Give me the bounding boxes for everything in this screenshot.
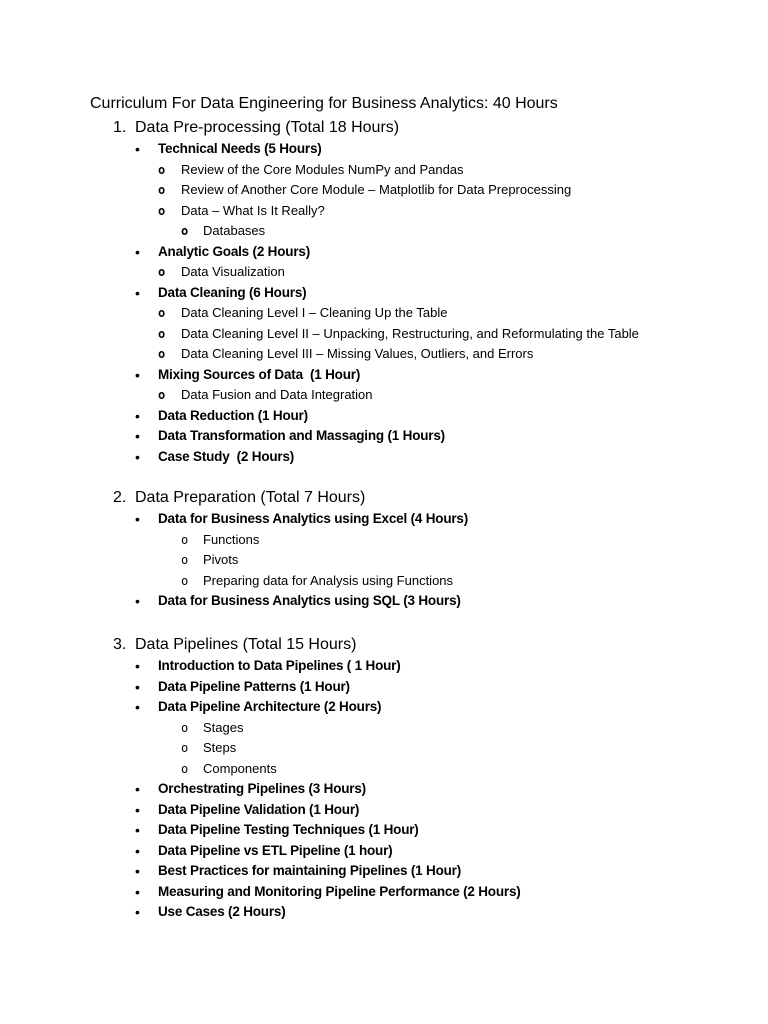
bullet-icon: • [135,863,140,879]
topic-label: Data Pipeline Testing Techniques (1 Hour) [158,822,419,837]
subtopic-label: Preparing data for Analysis using Functions [203,572,454,588]
sub-bullet-icon: o [181,761,189,776]
list-item [0,509,768,530]
bullet-icon: • [135,511,140,527]
topic-label: Orchestrating Pipelines (3 Hours) [158,781,366,796]
list-item [0,242,768,263]
topic-label: Data Cleaning (6 Hours) [158,284,307,300]
section-number: 2. [113,489,127,506]
topic-label: Data Reduction (1 Hour) [158,407,308,423]
sub-bullet-icon: o [158,162,166,177]
document-title: Curriculum For Data Engineering for Business Analytics: 40 Hours [90,95,558,112]
topic-label: Data Pipeline Patterns (1 Hour) [158,678,350,694]
bullet-icon: • [135,658,140,674]
topic-label: Analytic Goals (2 Hours) [158,243,310,259]
sub-list-item [0,262,768,283]
section-title: Data Preparation (Total 7 Hours) [135,489,366,506]
list-item [0,902,768,923]
sub-list-item [0,759,768,780]
sub-list-item [0,385,768,406]
subtopic-label: Data Cleaning Level III – Missing Values, Outliers, and Errors [181,346,534,361]
topic-label: Mixing Sources of Data (1 Hour) [158,366,361,382]
section-title: Data Pipelines (Total 15 Hours) [135,636,357,653]
subtopic-label: Data Cleaning Level II – Unpacking, Restructuring, and Reformulating the Table [181,325,639,341]
bullet-icon: • [135,699,140,715]
bullet-icon: • [135,801,140,818]
bullet-icon: • [135,366,140,383]
sub-bullet-icon: o [158,347,166,361]
topic-label: Case Study (2 Hours) [158,448,295,464]
section-title: Data Pre-processing (Total 18 Hours) [135,119,400,136]
bullet-icon: • [135,407,140,424]
subtopic-label: Data Visualization [181,264,285,279]
bullet-icon: • [135,284,140,301]
sub-list-item [0,738,768,759]
list-item [0,656,768,677]
subtopic-label: Functions [203,531,260,547]
topic-label: Measuring and Monitoring Pipeline Performance (2 Hours) [158,883,521,899]
subtopic-label: Review of the Core Modules NumPy and Pandas [181,161,464,177]
topic-label: Use Cases (2 Hours) [158,904,286,919]
sub-bullet-icon: o [158,203,166,218]
section-data-preprocessing [0,117,768,467]
sub-bullet-icon: o [181,553,189,567]
topic-label: Data Transformation and Massaging (1 Hours) [158,428,445,443]
sub-bullet-icon: o [158,183,166,197]
bullet-icon: • [135,678,140,695]
sub-bullet-icon: o [158,306,166,320]
subtopic-label: Pivots [203,552,239,567]
list-item [0,882,768,903]
subtopic-label: Steps [203,740,237,755]
sub-bullet-icon: o [158,265,166,279]
subtopic-label: Stages [203,719,244,735]
bullet-icon: • [135,781,140,797]
topic-label: Introduction to Data Pipelines ( 1 Hour) [158,658,401,673]
bullet-icon: • [135,428,140,444]
section-heading [0,117,768,139]
sub-bullet-icon: o [181,720,189,735]
topic-label: Best Practices for maintaining Pipelines (1 Hour) [158,863,462,878]
list-item [0,841,768,862]
sub-list-item [0,344,768,365]
list-item [0,283,768,304]
bullet-icon: • [135,243,140,260]
section-data-preparation [0,487,768,612]
subtopic-label: Components [203,760,277,776]
bullet-icon: • [135,593,140,609]
list-item [0,139,768,160]
bullet-icon: • [135,822,140,838]
bullet-icon: • [135,904,140,920]
sub-list-item [0,180,768,201]
sub-bullet-icon: o [181,532,189,547]
bullet-icon: • [135,141,140,157]
bullet-icon: • [135,448,140,465]
sub-sub-list-item [0,221,768,242]
subtopic-label: Review of Another Core Module – Matplotlib for Data Preprocessing [181,182,572,197]
subtopic-label: Data – What Is It Really? [181,202,325,218]
list-item [0,447,768,468]
sub-list-item [0,201,768,222]
sub-bullet-icon: o [181,741,189,755]
section-heading [0,487,768,509]
list-item [0,861,768,882]
sub-list-item [0,530,768,551]
sub-bullet-icon: o [181,224,189,238]
list-item [0,406,768,427]
topic-label: Data for Business Analytics using SQL (3 Hours) [158,593,461,608]
list-item [0,820,768,841]
bullet-icon: • [135,883,140,900]
list-item [0,677,768,698]
subtopic-label: Data Fusion and Data Integration [181,387,373,402]
bullet-icon: • [135,842,140,859]
list-item [0,697,768,718]
topic-label: Data Pipeline Validation (1 Hour) [158,801,360,817]
subtopic-label: Databases [203,223,266,238]
topic-label: Technical Needs (5 Hours) [158,141,322,156]
section-number: 3. [113,636,127,653]
list-item [0,779,768,800]
sub-list-item [0,303,768,324]
list-item [0,591,768,612]
list-item [0,426,768,447]
sub-bullet-icon: o [158,388,166,402]
list-item [0,365,768,386]
section-data-pipelines [0,634,768,923]
topic-label: Data Pipeline vs ETL Pipeline (1 hour) [158,842,393,858]
sub-list-item [0,718,768,739]
sub-list-item [0,324,768,345]
topic-label: Data for Business Analytics using Excel (4 Hours) [158,511,469,526]
sub-list-item [0,571,768,592]
sub-list-item [0,550,768,571]
sub-bullet-icon: o [158,326,166,341]
section-heading [0,634,768,656]
subtopic-label: Data Cleaning Level I – Cleaning Up the Table [181,305,448,320]
sub-list-item [0,160,768,181]
sub-bullet-icon: o [181,573,189,588]
topic-label: Data Pipeline Architecture (2 Hours) [158,699,382,714]
list-item [0,800,768,821]
section-number: 1. [113,119,127,136]
